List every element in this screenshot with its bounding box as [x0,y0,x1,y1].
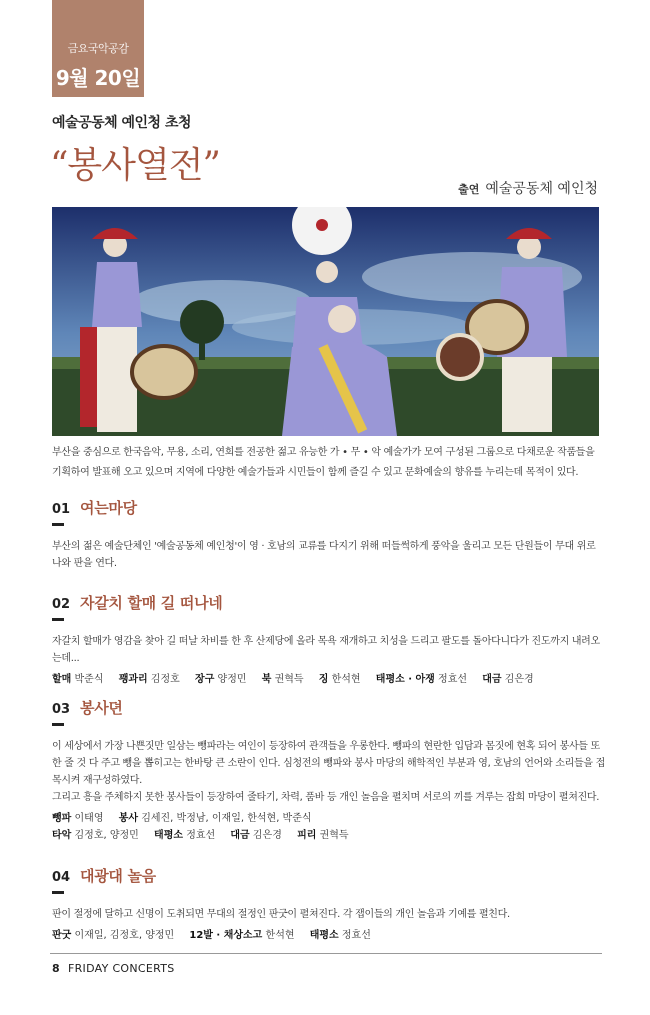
performance-photo [52,207,599,436]
performer-line [458,178,598,198]
credit-role: 태평소 [154,830,184,841]
date-badge [52,0,144,97]
credit-names: 한석현 [265,930,295,941]
section-divider [52,523,64,526]
credits-line [52,927,607,944]
section-02 [52,592,607,688]
credit-names: 김정호, 양정민 [74,830,139,841]
credit-role: 뺑파 [52,813,72,824]
section-number: 03 [52,702,71,717]
credit-names: 김정호 [150,674,180,685]
section-body: 자갈치 할매가 영감을 찾아 길 떠날 차비를 한 후 산제당에 올라 목욕 재개하고 치성을 드리고 팔도를 돌아다니다가 진도까지 내려오는데... [52,636,600,664]
section-body: 이 세상에서 가장 나쁜짓만 일삼는 뺑파라는 여인이 등장하여 관객들을 우롱한다. 뺑파의 현란한 입담과 몸짓에 현혹 되어 봉사들 또한 줄 것 다 주고 뺑을 뽑히고는 한바탕 큰 소란이 인다. 심청전의 뺑파와 봉사 마당의 해학적인 부분과 영, 호남의 언어와 소리들을 접목시켜 재구성하였다. [52,741,605,786]
section-divider [52,618,64,621]
credit-names: 김은경 [252,830,282,841]
credit-names: 정효선 [186,830,216,841]
credit-role: 징 [318,674,329,685]
performer-name: 예술공동체 예인청 [485,181,598,197]
section-number: 01 [52,502,71,517]
page-footer [52,962,175,975]
section-number: 02 [52,597,71,612]
section-body: 판이 절정에 달하고 신명이 도취되면 무대의 절정인 판굿이 펼쳐진다. 각 잽이들의 개인 놀음과 기예를 펼친다. [52,909,510,920]
credit-role: 피리 [297,830,317,841]
credit-role: 태평소 [309,930,339,941]
section-title: 여는마당 [80,499,137,517]
footer-label: FRIDAY CONCERTS [67,962,175,975]
section-body: 부산의 젊은 예술단체인 '예술공동체 예인청'이 영 · 호남의 교류를 다지기 위해 떠들썩하게 풍악을 울리고 모든 단원들이 무대 위로 나와 판을 연다. [52,541,596,569]
section-04 [52,865,607,944]
credit-role: 타악 [52,830,72,841]
section-03 [52,697,607,844]
intro-paragraph: 부산을 중심으로 한국음악, 무용, 소리, 연희를 전공한 젊고 유능한 가 • 무 • 악 예술가가 모여 구성된 그룹으로 다채로운 작품들을 기획하여 발표해 오고 있으며 지역에 다양한 예술가들과 시민들이 함께 즐길 수 있고 문화예술의 향유를 누리는데 목적이 있다. [52,447,595,478]
credit-role: 봉사 [118,813,139,824]
credit-names: 권혁득 [319,830,349,841]
credit-role: 장구 [195,674,215,685]
credit-role: 12발 · 채상소고 [189,930,263,941]
credits-line [52,827,607,844]
credit-names: 한석현 [331,674,361,685]
credit-names: 정효선 [438,674,468,685]
credit-role: 북 [261,674,272,685]
credit-names: 김세진, 박정남, 이재일, 한석현, 박준식 [141,813,312,824]
subtitle: 예술공동체 예인청 초청 [52,115,191,131]
credit-names: 김은경 [504,674,534,685]
credit-names: 권혁득 [274,674,304,685]
performer-label: 출연 [458,183,480,196]
credit-names: 이재일, 김정호, 양정민 [74,930,175,941]
credit-role: 꽹과리 [118,674,148,685]
section-title: 자갈치 할매 길 떠나네 [80,594,223,612]
credit-role: 태평소 · 아쟁 [375,674,435,685]
footer-divider [50,953,602,954]
credit-role: 대금 [482,674,502,685]
section-title: 봉사뎐 [80,699,123,717]
credit-role: 할매 [52,674,72,685]
section-title: 대광대 놀음 [80,867,156,885]
credit-names: 정효선 [341,930,371,941]
section-number: 04 [52,870,71,885]
credits-line [52,810,607,827]
section-01 [52,497,607,572]
section-body-continued: 그리고 흥을 주체하지 못한 봉사들이 등장하여 줄타기, 차력, 품바 등 개인 놀음을 펼치며 서로의 끼를 겨루는 잡희 마당이 펼쳐진다. [52,792,600,803]
credit-role: 판굿 [52,930,72,941]
section-divider [52,723,64,726]
page-title: “봉사열전” [50,145,220,186]
credit-names: 양정민 [217,674,247,685]
credit-names: 이태영 [74,813,104,824]
credits-line [52,671,607,688]
event-date: 9월 20일 [55,66,141,90]
series-name: 금요국악공감 [67,42,129,55]
section-divider [52,891,64,894]
page-number: 8 [52,962,60,975]
credit-names: 박준식 [74,674,104,685]
credit-role: 대금 [230,830,250,841]
